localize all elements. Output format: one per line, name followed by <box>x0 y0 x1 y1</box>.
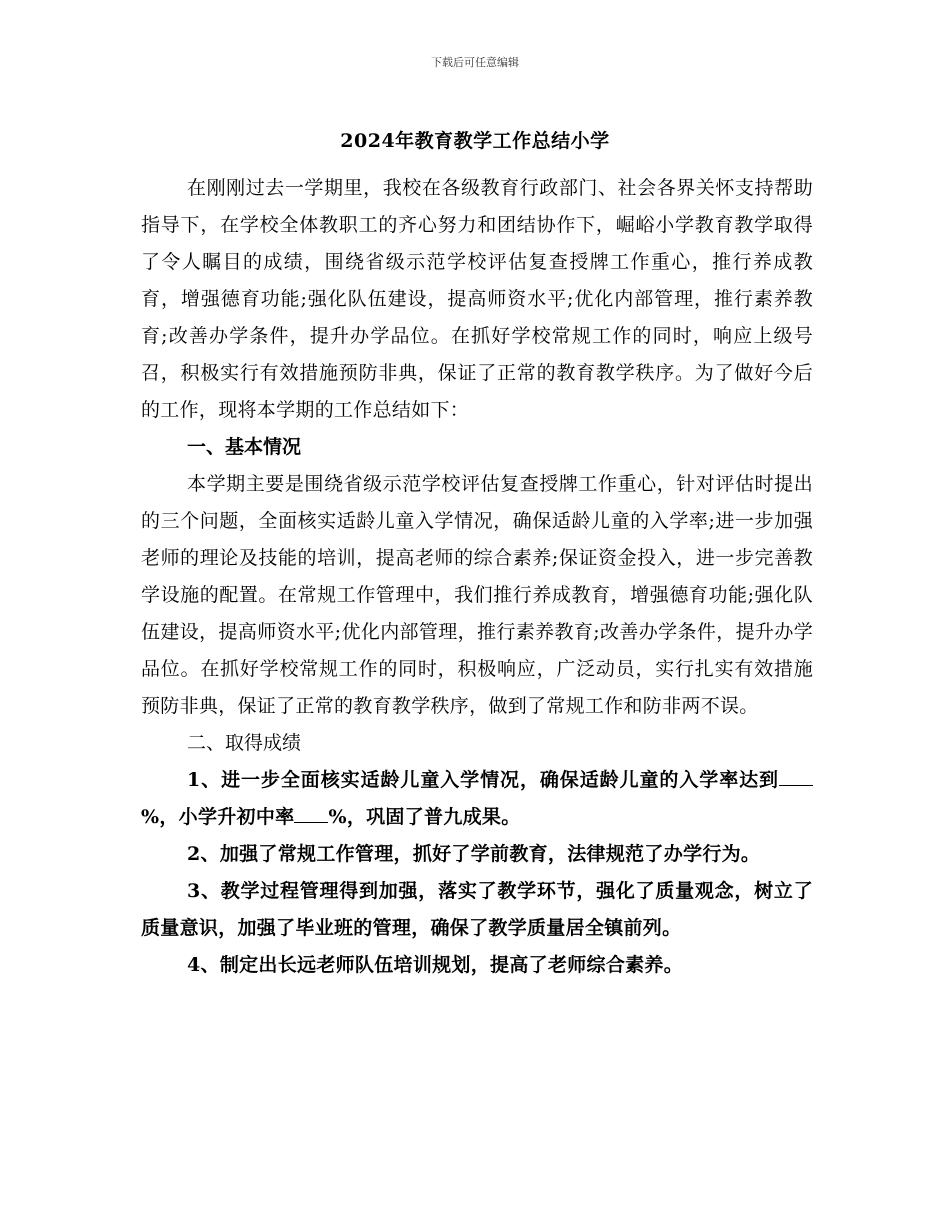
achievement-item-1-text-b: %，小学升初中率 <box>141 806 295 828</box>
document-title: 2024年教育教学工作总结小学 <box>340 130 610 152</box>
document-body <box>141 170 813 984</box>
achievement-item-4: 4、制定出长远老师队伍培训规划，提高了老师综合素养。 <box>187 954 684 976</box>
section1-heading: 一、基本情况 <box>187 436 302 458</box>
section1-paragraph: 本学期主要是围绕省级示范学校评估复查授牌工作重心，针对评估时提出的三个问题，全面核实适龄儿童入学情况，确保适龄儿童的入学率;进一步加强老师的理论及技能的培训，提高老师的综合素养;保证资金投入，进一步完善教学设施的配置。在常规工作管理中，我们推行养成教育，增强德育功能;强化队伍建设，提高师资水平;优化内部管理，推行素养教育;改善办学条件，提升办学品位。在抓好学校常规工作的同时，积极响应，广泛动员，实行扎实有效措施预防非典，保证了正常的教育教学秩序，做到了常规工作和防非两不误。 <box>141 473 813 717</box>
achievement-item-2: 2、加强了常规工作管理，抓好了学前教育，法律规范了办学行为。 <box>187 843 761 865</box>
achievement-item-3: 3、教学过程管理得到加强，落实了教学环节，强化了质量观念，树立了质量意识，加强了毕业班的管理，确保了教学质量居全镇前列。 <box>141 880 813 939</box>
page-header-note: 下载后可任意编辑 <box>431 56 519 69</box>
achievement-item-1-text-c: %，巩固了普九成果。 <box>328 806 521 828</box>
intro-paragraph: 在刚刚过去一学期里，我校在各级教育行政部门、社会各界关怀支持帮助指导下，在学校全体教职工的齐心努力和团结协作下，崛峪小学教育教学取得了令人瞩目的成绩，围绕省级示范学校评估复查授牌工作重心，推行养成教育，增强德育功能;强化队伍建设，提高师资水平;优化内部管理，推行素养教育;改善办学条件，提升办学品位。在抓好学校常规工作的同时，响应上级号召，积极实行有效措施预防非典，保证了正常的教育教学秩序。为了做好今后的工作，现将本学期的工作总结如下： <box>141 177 813 421</box>
section2-heading: 二、取得成绩 <box>187 732 302 754</box>
achievement-item-1-text-a: 1、进一步全面核实适龄儿童入学情况，确保适龄儿童的入学率达到 <box>187 769 779 791</box>
fill-in-blank <box>294 804 328 823</box>
achievement-item-1 <box>141 762 813 836</box>
fill-in-blank <box>779 767 813 786</box>
